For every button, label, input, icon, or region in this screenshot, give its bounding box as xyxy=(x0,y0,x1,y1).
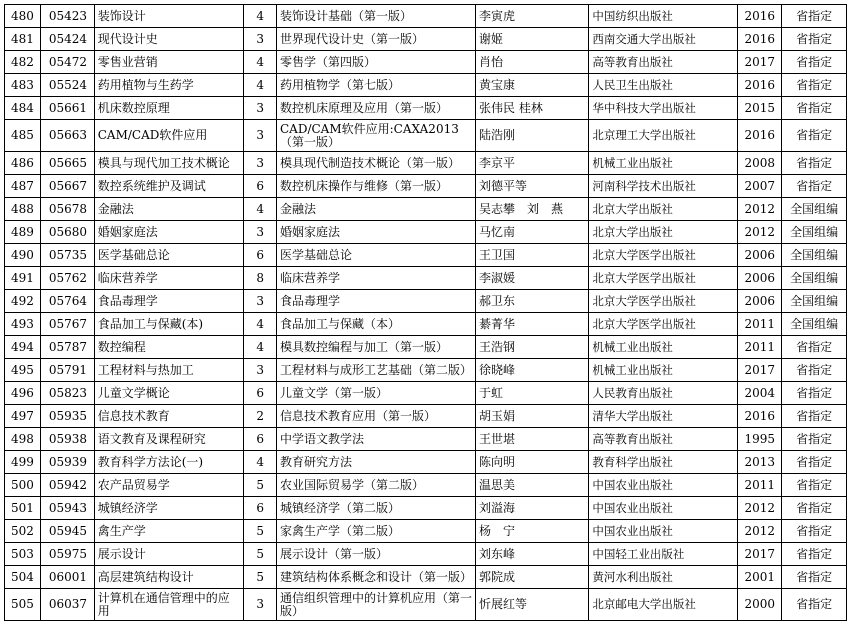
designation-cell: 全国组编 xyxy=(782,244,847,267)
textbook-title-cell: 金融法 xyxy=(276,198,475,221)
credit-cell: 6 xyxy=(244,244,277,267)
author-cell: 温思美 xyxy=(476,474,589,497)
course-code-cell: 05942 xyxy=(40,474,94,497)
publisher-cell: 黄河水利出版社 xyxy=(589,566,738,589)
year-cell: 2006 xyxy=(738,290,782,313)
year-cell: 2006 xyxy=(738,244,782,267)
textbook-title-cell: 展示设计（第一版） xyxy=(276,543,475,566)
author-cell: 李寅虎 xyxy=(476,5,589,28)
row-number-cell: 484 xyxy=(5,97,41,120)
table-row xyxy=(5,336,847,359)
table-row xyxy=(5,51,847,74)
row-number-cell: 481 xyxy=(5,28,41,51)
textbook-title-cell: 药用植物学（第七版） xyxy=(276,74,475,97)
course-name-cell: 工程材料与热加工 xyxy=(94,359,244,382)
designation-cell: 省指定 xyxy=(782,175,847,198)
course-name-cell: 城镇经济学 xyxy=(94,497,244,520)
table-row xyxy=(5,566,847,589)
author-cell: 綦菁华 xyxy=(476,313,589,336)
designation-cell: 省指定 xyxy=(782,589,847,621)
textbook-title-cell: 家禽生产学（第二版） xyxy=(276,520,475,543)
textbook-title-cell: 世界现代设计史（第一版） xyxy=(276,28,475,51)
author-cell: 王世堪 xyxy=(476,428,589,451)
textbook-title-cell: 食品毒理学 xyxy=(276,290,475,313)
publisher-cell: 北京邮电大学出版社 xyxy=(589,589,738,621)
course-code-cell: 05945 xyxy=(40,520,94,543)
author-cell: 王浩钢 xyxy=(476,336,589,359)
publisher-cell: 清华大学出版社 xyxy=(589,405,738,428)
course-code-cell: 05665 xyxy=(40,152,94,175)
credit-cell: 4 xyxy=(244,313,277,336)
table-row xyxy=(5,120,847,152)
author-cell: 陈向明 xyxy=(476,451,589,474)
table-row xyxy=(5,451,847,474)
publisher-cell: 机械工业出版社 xyxy=(589,359,738,382)
year-cell: 2007 xyxy=(738,175,782,198)
credit-cell: 8 xyxy=(244,267,277,290)
author-cell: 李京平 xyxy=(476,152,589,175)
author-cell: 杨 宁 xyxy=(476,520,589,543)
textbook-title-cell: 数控机床操作与维修（第一版） xyxy=(276,175,475,198)
course-code-cell: 05661 xyxy=(40,97,94,120)
textbook-title-cell: 城镇经济学（第二版） xyxy=(276,497,475,520)
credit-cell: 4 xyxy=(244,198,277,221)
row-number-cell: 495 xyxy=(5,359,41,382)
publisher-cell: 西南交通大学出版社 xyxy=(589,28,738,51)
year-cell: 2006 xyxy=(738,267,782,290)
course-code-cell: 05939 xyxy=(40,451,94,474)
row-number-cell: 483 xyxy=(5,74,41,97)
designation-cell: 省指定 xyxy=(782,474,847,497)
row-number-cell: 504 xyxy=(5,566,41,589)
course-name-cell: 数控编程 xyxy=(94,336,244,359)
row-number-cell: 488 xyxy=(5,198,41,221)
textbook-title-cell: 装饰设计基础（第一版） xyxy=(276,5,475,28)
author-cell: 黄宝康 xyxy=(476,74,589,97)
table-row xyxy=(5,543,847,566)
course-code-cell: 05667 xyxy=(40,175,94,198)
row-number-cell: 490 xyxy=(5,244,41,267)
author-cell: 忻展红等 xyxy=(476,589,589,621)
table-row xyxy=(5,198,847,221)
textbook-table xyxy=(4,4,847,621)
year-cell: 2000 xyxy=(738,589,782,621)
course-name-cell: 现代设计史 xyxy=(94,28,244,51)
designation-cell: 省指定 xyxy=(782,336,847,359)
publisher-cell: 北京大学医学出版社 xyxy=(589,244,738,267)
author-cell: 胡玉娟 xyxy=(476,405,589,428)
row-number-cell: 485 xyxy=(5,120,41,152)
author-cell: 于虹 xyxy=(476,382,589,405)
table-row xyxy=(5,267,847,290)
credit-cell: 5 xyxy=(244,543,277,566)
author-cell: 马忆南 xyxy=(476,221,589,244)
credit-cell: 3 xyxy=(244,290,277,313)
year-cell: 2004 xyxy=(738,382,782,405)
credit-cell: 6 xyxy=(244,382,277,405)
course-code-cell: 05943 xyxy=(40,497,94,520)
course-code-cell: 05767 xyxy=(40,313,94,336)
year-cell: 2017 xyxy=(738,359,782,382)
textbook-title-cell: 儿童文学（第一版） xyxy=(276,382,475,405)
credit-cell: 6 xyxy=(244,428,277,451)
credit-cell: 3 xyxy=(244,97,277,120)
designation-cell: 省指定 xyxy=(782,51,847,74)
year-cell: 2001 xyxy=(738,566,782,589)
textbook-title-cell: 建筑结构体系概念和设计（第一版） xyxy=(276,566,475,589)
year-cell: 2016 xyxy=(738,120,782,152)
textbook-title-cell: 临床营养学 xyxy=(276,267,475,290)
designation-cell: 省指定 xyxy=(782,359,847,382)
year-cell: 2011 xyxy=(738,336,782,359)
row-number-cell: 503 xyxy=(5,543,41,566)
table-row xyxy=(5,244,847,267)
credit-cell: 4 xyxy=(244,336,277,359)
designation-cell: 省指定 xyxy=(782,428,847,451)
publisher-cell: 机械工业出版社 xyxy=(589,152,738,175)
course-name-cell: 装饰设计 xyxy=(94,5,244,28)
course-name-cell: 信息技术教育 xyxy=(94,405,244,428)
table-row xyxy=(5,290,847,313)
table-row xyxy=(5,497,847,520)
year-cell: 2016 xyxy=(738,405,782,428)
row-number-cell: 493 xyxy=(5,313,41,336)
designation-cell: 全国组编 xyxy=(782,313,847,336)
table-row xyxy=(5,313,847,336)
credit-cell: 3 xyxy=(244,28,277,51)
course-name-cell: 零售业营销 xyxy=(94,51,244,74)
publisher-cell: 北京大学医学出版社 xyxy=(589,267,738,290)
course-name-cell: 婚姻家庭法 xyxy=(94,221,244,244)
year-cell: 2017 xyxy=(738,543,782,566)
course-name-cell: 食品加工与保藏(本) xyxy=(94,313,244,336)
designation-cell: 全国组编 xyxy=(782,198,847,221)
designation-cell: 省指定 xyxy=(782,543,847,566)
course-name-cell: 语文教育及课程研究 xyxy=(94,428,244,451)
credit-cell: 4 xyxy=(244,5,277,28)
textbook-title-cell: 农业国际贸易学（第二版） xyxy=(276,474,475,497)
designation-cell: 省指定 xyxy=(782,5,847,28)
author-cell: 郭院成 xyxy=(476,566,589,589)
publisher-cell: 中国农业出版社 xyxy=(589,520,738,543)
credit-cell: 3 xyxy=(244,589,277,621)
row-number-cell: 500 xyxy=(5,474,41,497)
designation-cell: 全国组编 xyxy=(782,221,847,244)
year-cell: 2012 xyxy=(738,221,782,244)
table-row xyxy=(5,520,847,543)
course-name-cell: 农产品贸易学 xyxy=(94,474,244,497)
year-cell: 2013 xyxy=(738,451,782,474)
designation-cell: 全国组编 xyxy=(782,290,847,313)
year-cell: 2015 xyxy=(738,97,782,120)
table-row xyxy=(5,152,847,175)
credit-cell: 4 xyxy=(244,51,277,74)
textbook-title-cell: 数控机床原理及应用（第一版） xyxy=(276,97,475,120)
textbook-title-cell: 中学语文教学法 xyxy=(276,428,475,451)
table-row xyxy=(5,474,847,497)
author-cell: 李淑媛 xyxy=(476,267,589,290)
textbook-title-cell: 通信组织管理中的计算机应用（第一版） xyxy=(276,589,475,621)
textbook-title-cell: 模具现代制造技术概论（第一版） xyxy=(276,152,475,175)
publisher-cell: 机械工业出版社 xyxy=(589,336,738,359)
designation-cell: 省指定 xyxy=(782,405,847,428)
course-code-cell: 05935 xyxy=(40,405,94,428)
credit-cell: 6 xyxy=(244,175,277,198)
author-cell: 刘东峰 xyxy=(476,543,589,566)
year-cell: 2012 xyxy=(738,520,782,543)
textbook-title-cell: 婚姻家庭法 xyxy=(276,221,475,244)
author-cell: 刘溢海 xyxy=(476,497,589,520)
credit-cell: 4 xyxy=(244,74,277,97)
course-code-cell: 05735 xyxy=(40,244,94,267)
publisher-cell: 人民教育出版社 xyxy=(589,382,738,405)
course-name-cell: 计算机在通信管理中的应用 xyxy=(94,589,244,621)
publisher-cell: 中国农业出版社 xyxy=(589,474,738,497)
author-cell: 王卫国 xyxy=(476,244,589,267)
table-row xyxy=(5,74,847,97)
credit-cell: 4 xyxy=(244,451,277,474)
course-code-cell: 05424 xyxy=(40,28,94,51)
year-cell: 2008 xyxy=(738,152,782,175)
course-code-cell: 05787 xyxy=(40,336,94,359)
row-number-cell: 494 xyxy=(5,336,41,359)
course-name-cell: 药用植物与生药学 xyxy=(94,74,244,97)
course-name-cell: 食品毒理学 xyxy=(94,290,244,313)
course-name-cell: 展示设计 xyxy=(94,543,244,566)
row-number-cell: 499 xyxy=(5,451,41,474)
credit-cell: 2 xyxy=(244,405,277,428)
row-number-cell: 489 xyxy=(5,221,41,244)
table-row xyxy=(5,405,847,428)
textbook-title-cell: 零售学（第四版） xyxy=(276,51,475,74)
designation-cell: 省指定 xyxy=(782,74,847,97)
table-row xyxy=(5,97,847,120)
credit-cell: 5 xyxy=(244,566,277,589)
credit-cell: 5 xyxy=(244,474,277,497)
table-row xyxy=(5,382,847,405)
course-code-cell: 05762 xyxy=(40,267,94,290)
author-cell: 郝卫东 xyxy=(476,290,589,313)
publisher-cell: 高等教育出版社 xyxy=(589,428,738,451)
textbook-title-cell: 信息技术教育应用（第一版） xyxy=(276,405,475,428)
row-number-cell: 491 xyxy=(5,267,41,290)
designation-cell: 省指定 xyxy=(782,520,847,543)
row-number-cell: 480 xyxy=(5,5,41,28)
publisher-cell: 北京理工大学出版社 xyxy=(589,120,738,152)
course-name-cell: 机床数控原理 xyxy=(94,97,244,120)
row-number-cell: 505 xyxy=(5,589,41,621)
designation-cell: 省指定 xyxy=(782,497,847,520)
designation-cell: 省指定 xyxy=(782,566,847,589)
designation-cell: 省指定 xyxy=(782,97,847,120)
publisher-cell: 中国轻工业出版社 xyxy=(589,543,738,566)
course-code-cell: 06037 xyxy=(40,589,94,621)
course-name-cell: 高层建筑结构设计 xyxy=(94,566,244,589)
row-number-cell: 492 xyxy=(5,290,41,313)
publisher-cell: 北京大学出版社 xyxy=(589,221,738,244)
course-code-cell: 05423 xyxy=(40,5,94,28)
textbook-title-cell: 工程材料与成形工艺基础（第二版） xyxy=(276,359,475,382)
table-row xyxy=(5,359,847,382)
credit-cell: 5 xyxy=(244,520,277,543)
course-name-cell: 医学基础总论 xyxy=(94,244,244,267)
designation-cell: 省指定 xyxy=(782,451,847,474)
credit-cell: 3 xyxy=(244,221,277,244)
credit-cell: 3 xyxy=(244,120,277,152)
course-name-cell: 数控系统维护及调试 xyxy=(94,175,244,198)
designation-cell: 省指定 xyxy=(782,120,847,152)
year-cell: 2016 xyxy=(738,5,782,28)
designation-cell: 省指定 xyxy=(782,382,847,405)
course-name-cell: 临床营养学 xyxy=(94,267,244,290)
credit-cell: 6 xyxy=(244,497,277,520)
publisher-cell: 教育科学出版社 xyxy=(589,451,738,474)
table-row xyxy=(5,175,847,198)
year-cell: 2011 xyxy=(738,313,782,336)
course-name-cell: 模具与现代加工技术概论 xyxy=(94,152,244,175)
year-cell: 2012 xyxy=(738,198,782,221)
course-code-cell: 05938 xyxy=(40,428,94,451)
year-cell: 2016 xyxy=(738,28,782,51)
row-number-cell: 501 xyxy=(5,497,41,520)
textbook-title-cell: 教育研究方法 xyxy=(276,451,475,474)
course-code-cell: 05524 xyxy=(40,74,94,97)
row-number-cell: 496 xyxy=(5,382,41,405)
course-name-cell: 金融法 xyxy=(94,198,244,221)
publisher-cell: 人民卫生出版社 xyxy=(589,74,738,97)
textbook-title-cell: 模具数控编程与加工（第一版） xyxy=(276,336,475,359)
course-name-cell: CAM/CAD软件应用 xyxy=(94,120,244,152)
publisher-cell: 华中科技大学出版社 xyxy=(589,97,738,120)
row-number-cell: 482 xyxy=(5,51,41,74)
publisher-cell: 北京大学出版社 xyxy=(589,198,738,221)
course-code-cell: 06001 xyxy=(40,566,94,589)
course-code-cell: 05764 xyxy=(40,290,94,313)
credit-cell: 3 xyxy=(244,152,277,175)
year-cell: 1995 xyxy=(738,428,782,451)
author-cell: 徐晓峰 xyxy=(476,359,589,382)
designation-cell: 省指定 xyxy=(782,28,847,51)
table-row xyxy=(5,428,847,451)
table-row xyxy=(5,5,847,28)
course-code-cell: 05663 xyxy=(40,120,94,152)
row-number-cell: 498 xyxy=(5,428,41,451)
publisher-cell: 中国纺织出版社 xyxy=(589,5,738,28)
textbook-title-cell: CAD/CAM软件应用:CAXA2013（第一版） xyxy=(276,120,475,152)
author-cell: 肖怡 xyxy=(476,51,589,74)
year-cell: 2016 xyxy=(738,74,782,97)
author-cell: 张伟民 桂林 xyxy=(476,97,589,120)
table-row xyxy=(5,28,847,51)
row-number-cell: 486 xyxy=(5,152,41,175)
course-name-cell: 禽生产学 xyxy=(94,520,244,543)
row-number-cell: 487 xyxy=(5,175,41,198)
publisher-cell: 河南科学技术出版社 xyxy=(589,175,738,198)
designation-cell: 全国组编 xyxy=(782,267,847,290)
publisher-cell: 北京大学医学出版社 xyxy=(589,290,738,313)
year-cell: 2011 xyxy=(738,474,782,497)
row-number-cell: 497 xyxy=(5,405,41,428)
year-cell: 2012 xyxy=(738,497,782,520)
course-code-cell: 05823 xyxy=(40,382,94,405)
course-code-cell: 05975 xyxy=(40,543,94,566)
publisher-cell: 高等教育出版社 xyxy=(589,51,738,74)
textbook-title-cell: 食品加工与保藏（本） xyxy=(276,313,475,336)
course-name-cell: 教育科学方法论(一) xyxy=(94,451,244,474)
author-cell: 刘德平等 xyxy=(476,175,589,198)
publisher-cell: 北京大学医学出版社 xyxy=(589,313,738,336)
publisher-cell: 中国农业出版社 xyxy=(589,497,738,520)
row-number-cell: 502 xyxy=(5,520,41,543)
table-row xyxy=(5,589,847,621)
author-cell: 陆浩刚 xyxy=(476,120,589,152)
course-name-cell: 儿童文学概论 xyxy=(94,382,244,405)
textbook-title-cell: 医学基础总论 xyxy=(276,244,475,267)
designation-cell: 省指定 xyxy=(782,152,847,175)
table-row xyxy=(5,221,847,244)
credit-cell: 3 xyxy=(244,359,277,382)
course-code-cell: 05680 xyxy=(40,221,94,244)
author-cell: 谢姬 xyxy=(476,28,589,51)
course-code-cell: 05472 xyxy=(40,51,94,74)
author-cell: 吴志攀 刘 燕 xyxy=(476,198,589,221)
year-cell: 2017 xyxy=(738,51,782,74)
course-code-cell: 05678 xyxy=(40,198,94,221)
course-code-cell: 05791 xyxy=(40,359,94,382)
